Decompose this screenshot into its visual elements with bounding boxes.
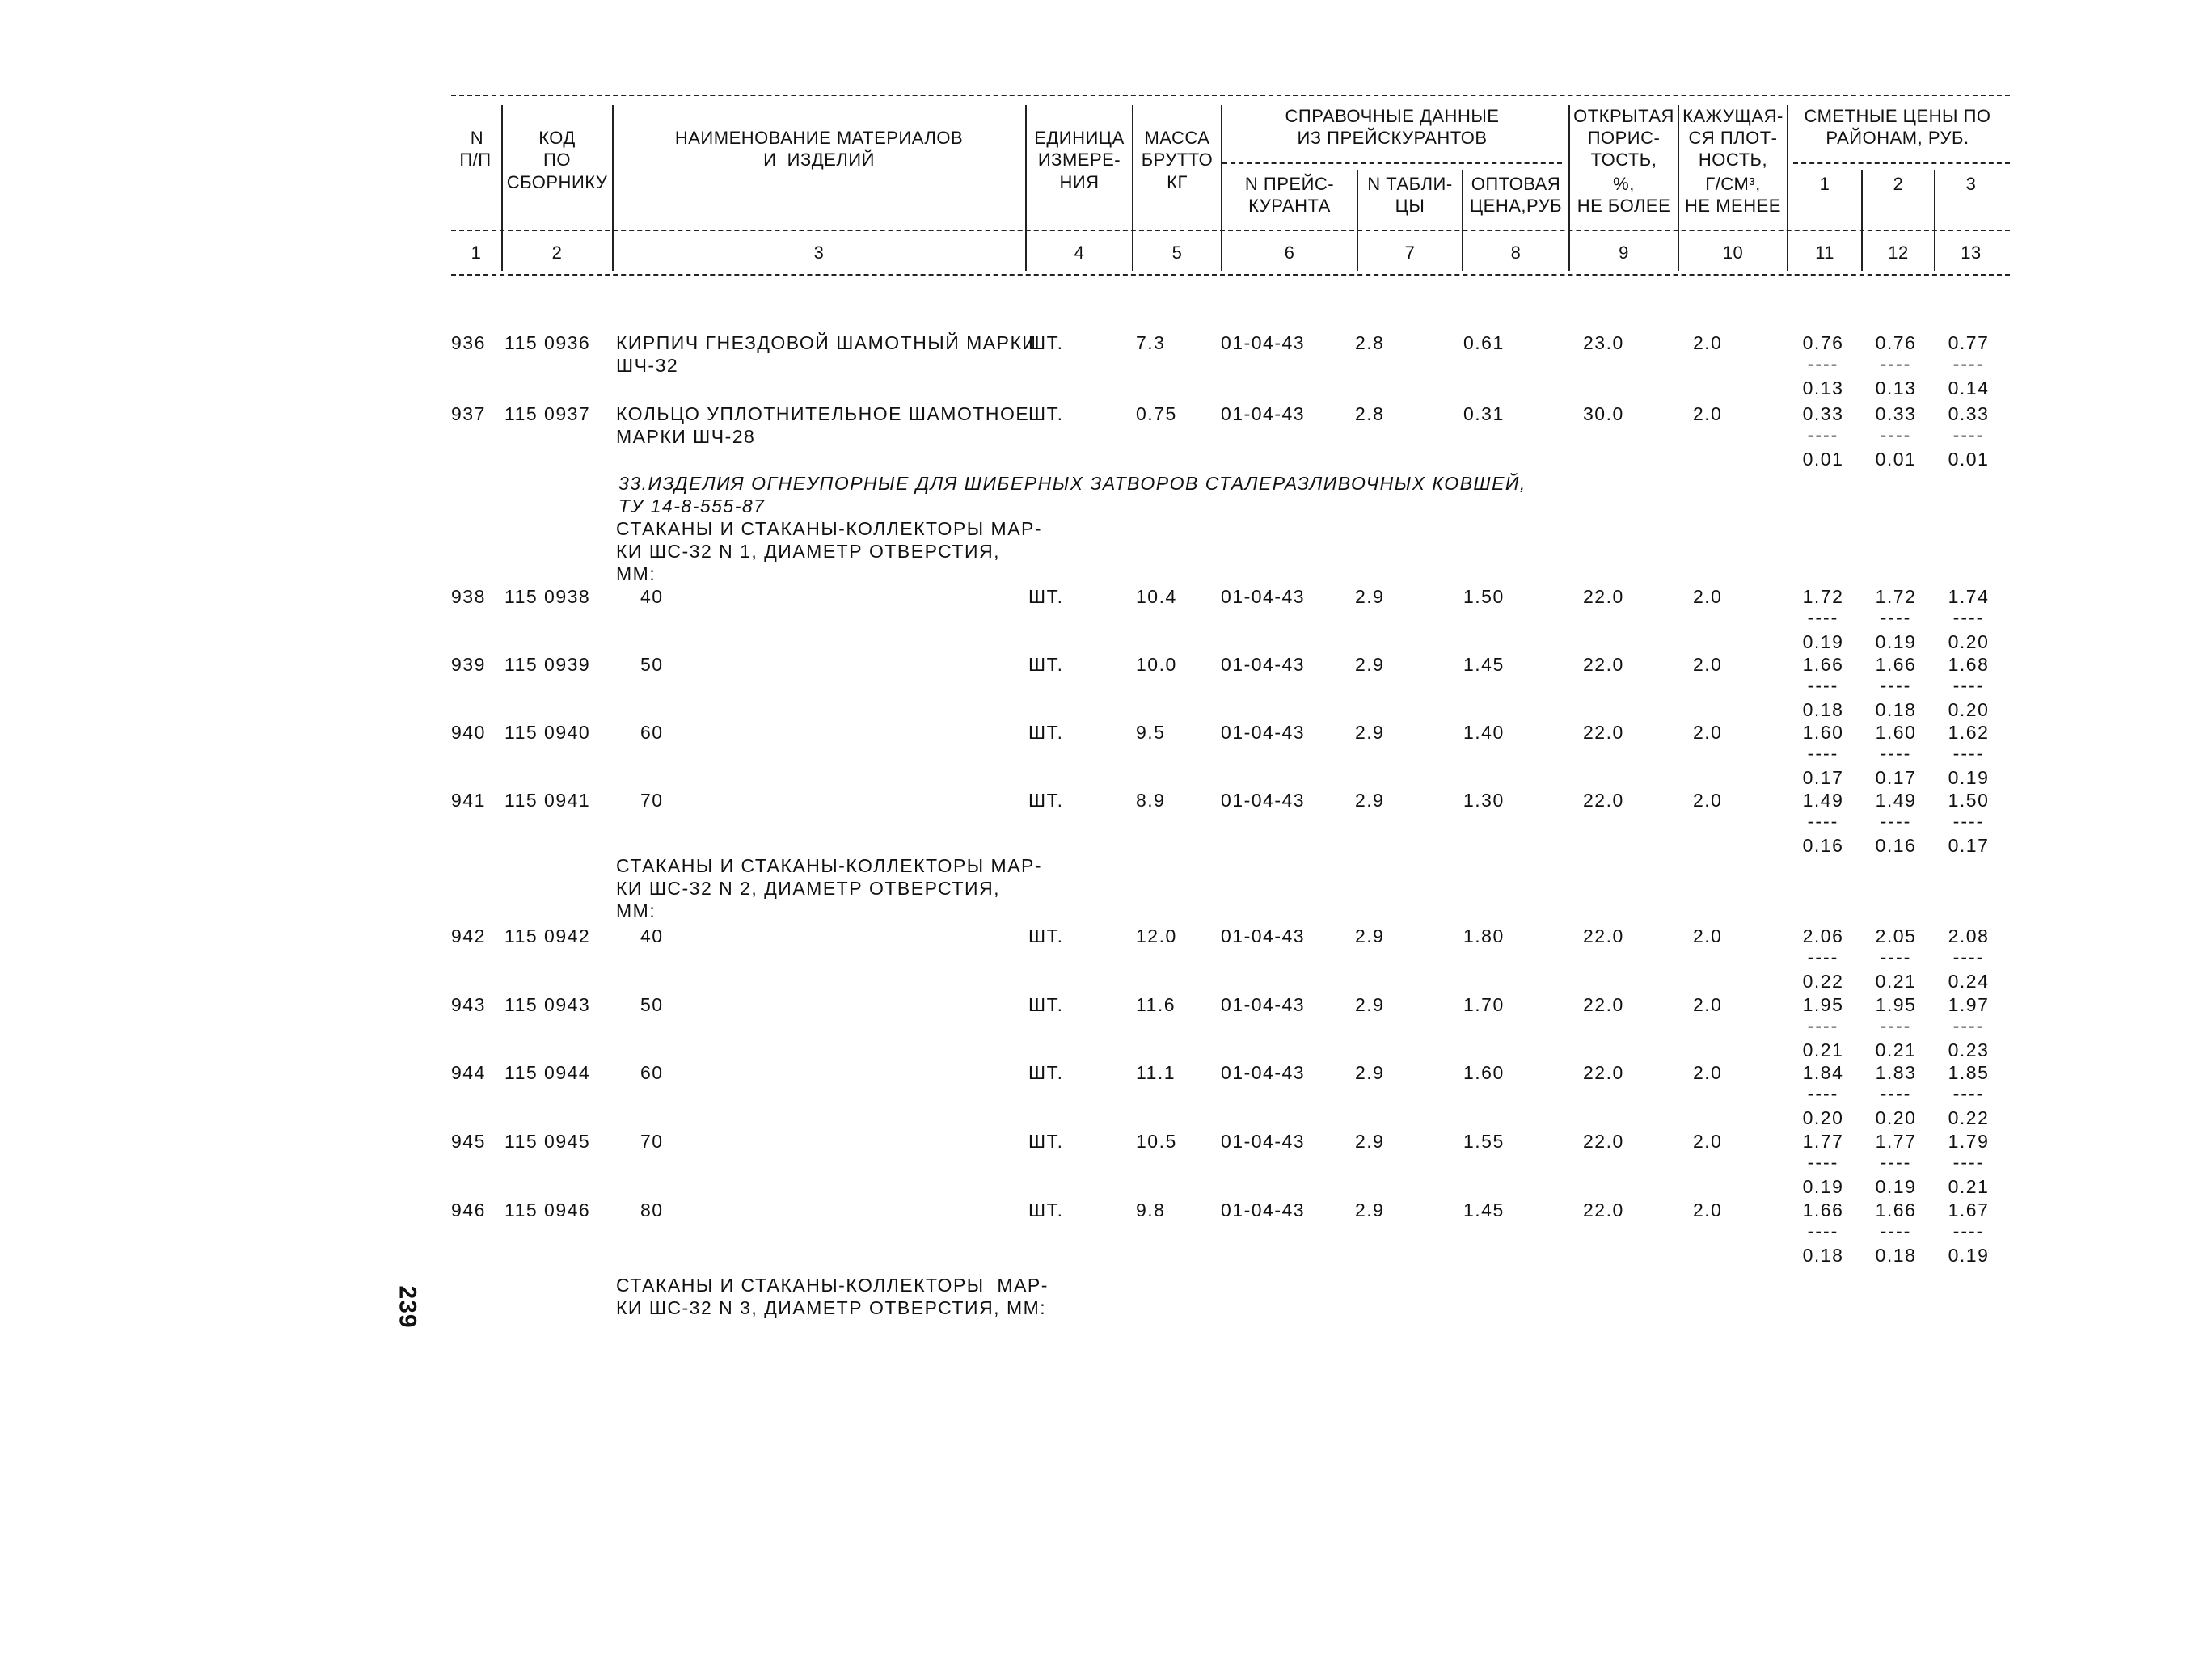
price-index-region-3: 0.23 bbox=[1948, 1039, 1990, 1060]
cell-pk: 01-04-43 bbox=[1221, 1199, 1306, 1220]
header-col5-l1: БРУТТО bbox=[1141, 150, 1214, 170]
price-region-3: 1.67 bbox=[1948, 1199, 1990, 1220]
header-group-rule-prices bbox=[1793, 162, 2010, 164]
price-region-1: 1.60 bbox=[1802, 722, 1844, 743]
cell-tab: 2.9 bbox=[1355, 790, 1385, 811]
price-index-region-3: 0.21 bbox=[1948, 1176, 1990, 1197]
cell-por: 22.0 bbox=[1583, 1131, 1624, 1152]
price-index-region-1: 0.16 bbox=[1802, 835, 1844, 856]
cell-n: 943 bbox=[451, 994, 486, 1015]
cell-mass: 9.5 bbox=[1136, 722, 1166, 743]
cell-tab: 2.9 bbox=[1355, 1199, 1385, 1220]
price-region-2: 1.49 bbox=[1875, 790, 1917, 811]
cell-code: 115 0941 bbox=[504, 790, 591, 811]
price-index-region-2: 0.18 bbox=[1875, 1245, 1917, 1266]
price-fraction-line: ---- bbox=[1880, 1220, 1912, 1242]
group-1-heading-l0: СТАКАНЫ И СТАКАНЫ-КОЛЛЕКТОРЫ МАР- bbox=[616, 518, 1043, 539]
cell-tab: 2.9 bbox=[1355, 1062, 1385, 1083]
price-region-3: 2.08 bbox=[1948, 925, 1990, 946]
price-fraction-line: ---- bbox=[1880, 946, 1912, 968]
cell-price: 1.70 bbox=[1463, 994, 1505, 1015]
price-fraction-line: ---- bbox=[1880, 607, 1912, 628]
cell-pk: 01-04-43 bbox=[1221, 586, 1306, 607]
cell-mass: 0.75 bbox=[1136, 403, 1177, 424]
header-col1-l1: П/П bbox=[459, 150, 492, 170]
price-fraction-line: ---- bbox=[1952, 811, 1985, 832]
header-group-rule-ref bbox=[1222, 162, 1562, 164]
price-fraction-line: ---- bbox=[1807, 743, 1839, 764]
price-fraction-line: ---- bbox=[1952, 946, 1985, 968]
price-index-region-2: 0.21 bbox=[1875, 971, 1917, 992]
price-index-region-1: 0.22 bbox=[1802, 971, 1844, 992]
header-bottom-rule bbox=[451, 274, 2010, 276]
cell-unit: ШТ. bbox=[1028, 925, 1064, 946]
header-col2-l1: ПО bbox=[543, 150, 571, 170]
cell-tab: 2.8 bbox=[1355, 332, 1385, 353]
cell-dens: 2.0 bbox=[1693, 1131, 1723, 1152]
group-1-heading-l2: ММ: bbox=[616, 563, 656, 584]
cell-dens: 2.0 bbox=[1693, 790, 1723, 811]
price-fraction-line: ---- bbox=[1807, 1152, 1839, 1173]
cell-tab: 2.9 bbox=[1355, 654, 1385, 675]
header-col9-l2: ТОСТЬ, bbox=[1590, 150, 1657, 170]
header-col4-l2: НИЯ bbox=[1059, 172, 1100, 192]
price-region-1: 1.49 bbox=[1802, 790, 1844, 811]
price-index-region-3: 0.24 bbox=[1948, 971, 1990, 992]
cell-code: 115 0946 bbox=[504, 1199, 591, 1220]
cell-name: 50 bbox=[640, 654, 664, 675]
price-index-region-1: 0.18 bbox=[1802, 699, 1844, 720]
section-33-spec: ТУ 14-8-555-87 bbox=[618, 495, 766, 516]
cell-por: 22.0 bbox=[1583, 994, 1624, 1015]
group-2-heading-l2: ММ: bbox=[616, 900, 656, 921]
section-33-title: 33.ИЗДЕЛИЯ ОГНЕУПОРНЫЕ ДЛЯ ШИБЕРНЫХ ЗАТВОРОВ СТАЛЕРАЗЛИВОЧНЫХ КОВШЕЙ, bbox=[618, 473, 1526, 494]
price-index-region-3: 0.19 bbox=[1948, 1245, 1990, 1266]
cell-pk: 01-04-43 bbox=[1221, 722, 1306, 743]
price-fraction-line: ---- bbox=[1807, 1083, 1839, 1104]
cell-code: 115 0940 bbox=[504, 722, 591, 743]
price-index-region-2: 0.19 bbox=[1875, 631, 1917, 652]
price-region-2: 2.05 bbox=[1875, 925, 1917, 946]
cell-mass: 10.0 bbox=[1136, 654, 1177, 675]
price-index-region-1: 0.18 bbox=[1802, 1245, 1844, 1266]
price-fraction-line: ---- bbox=[1880, 675, 1912, 696]
cell-pk: 01-04-43 bbox=[1221, 1131, 1306, 1152]
cell-code: 115 0936 bbox=[504, 332, 591, 353]
cell-por: 22.0 bbox=[1583, 925, 1624, 946]
price-fraction-line: ---- bbox=[1952, 1083, 1985, 1104]
cell-unit: ШТ. bbox=[1028, 790, 1064, 811]
cell-por: 22.0 bbox=[1583, 790, 1624, 811]
price-index-region-2: 0.13 bbox=[1875, 377, 1917, 398]
header-col10-l4: НЕ МЕНЕЕ bbox=[1685, 196, 1781, 216]
colnum-4: 4 bbox=[1074, 242, 1085, 263]
cell-n: 938 bbox=[451, 586, 486, 607]
price-region-2: 1.72 bbox=[1875, 586, 1917, 607]
cell-price: 1.55 bbox=[1463, 1131, 1505, 1152]
header-divider bbox=[612, 105, 614, 271]
header-col7-l0: N ТАБЛИ- bbox=[1367, 174, 1453, 194]
group-2-heading-l0: СТАКАНЫ И СТАКАНЫ-КОЛЛЕКТОРЫ МАР- bbox=[616, 855, 1043, 876]
price-fraction-line: ---- bbox=[1952, 353, 1985, 374]
price-region-3: 1.62 bbox=[1948, 722, 1990, 743]
header-col6-l1: КУРАНТА bbox=[1248, 196, 1331, 216]
price-region-3: 1.68 bbox=[1948, 654, 1990, 675]
cell-name: 60 bbox=[640, 1062, 664, 1083]
price-index-region-2: 0.17 bbox=[1875, 767, 1917, 788]
colnum-12: 12 bbox=[1888, 242, 1909, 263]
price-fraction-line: ---- bbox=[1807, 675, 1839, 696]
cell-name: 40 bbox=[640, 586, 664, 607]
header-col9-l1: ПОРИС- bbox=[1587, 128, 1661, 148]
colnum-2: 2 bbox=[551, 242, 563, 263]
price-index-region-3: 0.19 bbox=[1948, 767, 1990, 788]
price-region-2: 1.60 bbox=[1875, 722, 1917, 743]
cell-dens: 2.0 bbox=[1693, 994, 1723, 1015]
price-fraction-line: ---- bbox=[1952, 424, 1985, 445]
price-fraction-line: ---- bbox=[1807, 607, 1839, 628]
group-3-heading-l0: СТАКАНЫ И СТАКАНЫ-КОЛЛЕКТОРЫ МАР- bbox=[616, 1275, 1049, 1296]
cell-tab: 2.9 bbox=[1355, 1131, 1385, 1152]
cell-name: 70 bbox=[640, 1131, 664, 1152]
price-index-region-1: 0.13 bbox=[1802, 377, 1844, 398]
price-region-1: 1.66 bbox=[1802, 1199, 1844, 1220]
cell-dens: 2.0 bbox=[1693, 1199, 1723, 1220]
header-col9-l3: %, bbox=[1613, 174, 1635, 194]
colnum-1: 1 bbox=[471, 242, 482, 263]
cell-n: 942 bbox=[451, 925, 486, 946]
cell-name: ШЧ-32 bbox=[616, 355, 679, 376]
price-fraction-line: ---- bbox=[1952, 1015, 1985, 1036]
cell-dens: 2.0 bbox=[1693, 925, 1723, 946]
colnum-13: 13 bbox=[1961, 242, 1982, 263]
header-region-1: 1 bbox=[1819, 174, 1830, 194]
colnum-3: 3 bbox=[813, 242, 825, 263]
price-region-2: 1.66 bbox=[1875, 654, 1917, 675]
cell-price: 1.80 bbox=[1463, 925, 1505, 946]
price-index-region-1: 0.19 bbox=[1802, 1176, 1844, 1197]
header-group-prices-l1: РАЙОНАМ, РУБ. bbox=[1826, 128, 1969, 148]
cell-tab: 2.9 bbox=[1355, 925, 1385, 946]
cell-dens: 2.0 bbox=[1693, 722, 1723, 743]
header-col4-l1: ИЗМЕРЕ- bbox=[1037, 150, 1121, 170]
cell-por: 22.0 bbox=[1583, 1062, 1624, 1083]
cell-por: 22.0 bbox=[1583, 586, 1624, 607]
cell-por: 23.0 bbox=[1583, 332, 1624, 353]
price-region-1: 1.66 bbox=[1802, 654, 1844, 675]
price-region-2: 0.76 bbox=[1875, 332, 1917, 353]
price-index-region-3: 0.01 bbox=[1948, 449, 1990, 470]
cell-mass: 7.3 bbox=[1136, 332, 1166, 353]
cell-unit: ШТ. bbox=[1028, 332, 1064, 353]
price-region-3: 1.85 bbox=[1948, 1062, 1990, 1083]
price-region-2: 1.83 bbox=[1875, 1062, 1917, 1083]
cell-unit: ШТ. bbox=[1028, 1062, 1064, 1083]
cell-dens: 2.0 bbox=[1693, 403, 1723, 424]
price-index-region-1: 0.20 bbox=[1802, 1107, 1844, 1128]
cell-price: 0.61 bbox=[1463, 332, 1505, 353]
price-fraction-line: ---- bbox=[1880, 1015, 1912, 1036]
header-col4-l0: ЕДИНИЦА bbox=[1034, 128, 1125, 148]
cell-dens: 2.0 bbox=[1693, 1062, 1723, 1083]
price-fraction-line: ---- bbox=[1880, 811, 1912, 832]
cell-name: 40 bbox=[640, 925, 664, 946]
colnum-11: 11 bbox=[1815, 242, 1834, 263]
cell-code: 115 0944 bbox=[504, 1062, 591, 1083]
price-index-region-3: 0.20 bbox=[1948, 631, 1990, 652]
header-group-prices-l0: СМЕТНЫЕ ЦЕНЫ ПО bbox=[1804, 106, 1991, 126]
price-fraction-line: ---- bbox=[1807, 1220, 1839, 1242]
price-region-3: 1.79 bbox=[1948, 1131, 1990, 1152]
price-region-2: 1.66 bbox=[1875, 1199, 1917, 1220]
price-region-2: 1.95 bbox=[1875, 994, 1917, 1015]
price-region-3: 0.33 bbox=[1948, 403, 1990, 424]
cell-n: 941 bbox=[451, 790, 486, 811]
colnum-8: 8 bbox=[1510, 242, 1522, 263]
price-fraction-line: ---- bbox=[1880, 743, 1912, 764]
cell-por: 22.0 bbox=[1583, 654, 1624, 675]
price-fraction-line: ---- bbox=[1880, 1152, 1912, 1173]
cell-dens: 2.0 bbox=[1693, 654, 1723, 675]
price-region-1: 1.72 bbox=[1802, 586, 1844, 607]
price-index-region-1: 0.17 bbox=[1802, 767, 1844, 788]
colnum-7: 7 bbox=[1404, 242, 1416, 263]
price-region-1: 2.06 bbox=[1802, 925, 1844, 946]
cell-tab: 2.9 bbox=[1355, 994, 1385, 1015]
cell-name: 70 bbox=[640, 790, 664, 811]
cell-price: 1.45 bbox=[1463, 654, 1505, 675]
price-region-1: 1.84 bbox=[1802, 1062, 1844, 1083]
header-col10-l2: НОСТЬ, bbox=[1698, 150, 1768, 170]
price-region-3: 0.77 bbox=[1948, 332, 1990, 353]
header-col9-l4: НЕ БОЛЕЕ bbox=[1577, 196, 1671, 216]
cell-code: 115 0939 bbox=[504, 654, 591, 675]
cell-tab: 2.9 bbox=[1355, 722, 1385, 743]
group-2-heading-l1: КИ ШС-32 N 2, ДИАМЕТР ОТВЕРСТИЯ, bbox=[616, 878, 1001, 899]
group-3-heading-l1: КИ ШС-32 N 3, ДИАМЕТР ОТВЕРСТИЯ, ММ: bbox=[616, 1297, 1047, 1318]
price-fraction-line: ---- bbox=[1952, 675, 1985, 696]
price-region-2: 0.33 bbox=[1875, 403, 1917, 424]
cell-n: 940 bbox=[451, 722, 486, 743]
price-fraction-line: ---- bbox=[1807, 1015, 1839, 1036]
colnum-10: 10 bbox=[1722, 242, 1744, 263]
header-col9-l0: ОТКРЫТАЯ bbox=[1573, 106, 1674, 126]
cell-pk: 01-04-43 bbox=[1221, 654, 1306, 675]
price-index-region-2: 0.01 bbox=[1875, 449, 1917, 470]
header-col10-l1: СЯ ПЛОТ- bbox=[1688, 128, 1778, 148]
cell-mass: 10.5 bbox=[1136, 1131, 1177, 1152]
cell-unit: ШТ. bbox=[1028, 1199, 1064, 1220]
header-col2-l2: СБОРНИКУ bbox=[506, 172, 608, 192]
header-group-ref-l0: СПРАВОЧНЫЕ ДАННЫЕ bbox=[1285, 106, 1500, 126]
cell-mass: 10.4 bbox=[1136, 586, 1177, 607]
cell-price: 1.30 bbox=[1463, 790, 1505, 811]
header-col7-l1: ЦЫ bbox=[1395, 196, 1425, 216]
price-region-1: 1.77 bbox=[1802, 1131, 1844, 1152]
price-index-region-2: 0.18 bbox=[1875, 699, 1917, 720]
cell-unit: ШТ. bbox=[1028, 1131, 1064, 1152]
price-fraction-line: ---- bbox=[1880, 424, 1912, 445]
cell-name: 50 bbox=[640, 994, 664, 1015]
price-index-region-3: 0.22 bbox=[1948, 1107, 1990, 1128]
cell-dens: 2.0 bbox=[1693, 332, 1723, 353]
cell-unit: ШТ. bbox=[1028, 586, 1064, 607]
cell-mass: 8.9 bbox=[1136, 790, 1166, 811]
header-col2-l0: КОД bbox=[538, 128, 576, 148]
cell-code: 115 0937 bbox=[504, 403, 591, 424]
header-col10-l3: Г/СМ³, bbox=[1705, 174, 1761, 194]
cell-pk: 01-04-43 bbox=[1221, 403, 1306, 424]
price-region-3: 1.50 bbox=[1948, 790, 1990, 811]
cell-unit: ШТ. bbox=[1028, 403, 1064, 424]
cell-price: 1.45 bbox=[1463, 1199, 1505, 1220]
price-fraction-line: ---- bbox=[1952, 1152, 1985, 1173]
price-index-region-3: 0.20 bbox=[1948, 699, 1990, 720]
cell-code: 115 0938 bbox=[504, 586, 591, 607]
cell-unit: ШТ. bbox=[1028, 722, 1064, 743]
cell-n: 944 bbox=[451, 1062, 486, 1083]
cell-mass: 9.8 bbox=[1136, 1199, 1166, 1220]
cell-pk: 01-04-43 bbox=[1221, 925, 1306, 946]
colnum-6: 6 bbox=[1284, 242, 1295, 263]
cell-por: 22.0 bbox=[1583, 1199, 1624, 1220]
cell-mass: 12.0 bbox=[1136, 925, 1177, 946]
price-index-region-1: 0.01 bbox=[1802, 449, 1844, 470]
colnum-9: 9 bbox=[1619, 242, 1629, 263]
cell-mass: 11.6 bbox=[1136, 994, 1176, 1015]
cell-tab: 2.8 bbox=[1355, 403, 1385, 424]
header-col6-l0: N ПРЕЙС- bbox=[1244, 174, 1335, 194]
header-col1-l0: N bbox=[470, 128, 484, 148]
page-number: 239 bbox=[394, 1285, 421, 1329]
header-group-ref-l1: ИЗ ПРЕЙСКУРАНТОВ bbox=[1297, 128, 1488, 148]
header-col8-l0: ОПТОВАЯ bbox=[1471, 174, 1561, 194]
cell-price: 1.60 bbox=[1463, 1062, 1505, 1083]
cell-n: 937 bbox=[451, 403, 486, 424]
price-index-region-1: 0.21 bbox=[1802, 1039, 1844, 1060]
cell-price: 1.50 bbox=[1463, 586, 1505, 607]
cell-n: 939 bbox=[451, 654, 486, 675]
price-index-region-2: 0.19 bbox=[1875, 1176, 1917, 1197]
price-fraction-line: ---- bbox=[1952, 607, 1985, 628]
price-index-region-3: 0.17 bbox=[1948, 835, 1990, 856]
price-fraction-line: ---- bbox=[1807, 946, 1839, 968]
price-region-3: 1.74 bbox=[1948, 586, 1990, 607]
price-fraction-line: ---- bbox=[1807, 353, 1839, 374]
cell-code: 115 0945 bbox=[504, 1131, 591, 1152]
header-top-rule bbox=[451, 95, 2010, 96]
header-col3-l0: НАИМЕНОВАНИЕ МАТЕРИАЛОВ bbox=[674, 128, 964, 148]
price-fraction-line: ---- bbox=[1807, 811, 1839, 832]
header-col3-l1: И ИЗДЕЛИЙ bbox=[763, 150, 875, 170]
cell-n: 945 bbox=[451, 1131, 486, 1152]
cell-name: КИРПИЧ ГНЕЗДОВОЙ ШАМОТНЫЙ МАРКИ bbox=[616, 332, 1037, 353]
header-mid-rule bbox=[451, 230, 2010, 231]
cell-mass: 11.1 bbox=[1136, 1062, 1176, 1083]
cell-name: КОЛЬЦО УПЛОТНИТЕЛЬНОЕ ШАМОТНОЕ bbox=[616, 403, 1030, 424]
cell-pk: 01-04-43 bbox=[1221, 994, 1306, 1015]
cell-n: 936 bbox=[451, 332, 486, 353]
colnum-5: 5 bbox=[1171, 242, 1183, 263]
cell-code: 115 0942 bbox=[504, 925, 591, 946]
cell-name: МАРКИ ШЧ-28 bbox=[616, 426, 756, 447]
cell-price: 0.31 bbox=[1463, 403, 1505, 424]
cell-tab: 2.9 bbox=[1355, 586, 1385, 607]
header-region-3: 3 bbox=[1965, 174, 1977, 194]
group-1-heading-l1: КИ ШС-32 N 1, ДИАМЕТР ОТВЕРСТИЯ, bbox=[616, 541, 1001, 562]
price-fraction-line: ---- bbox=[1952, 743, 1985, 764]
cell-n: 946 bbox=[451, 1199, 486, 1220]
header-col5-l0: МАССА bbox=[1144, 128, 1210, 148]
cell-name: 60 bbox=[640, 722, 664, 743]
cell-price: 1.40 bbox=[1463, 722, 1505, 743]
price-fraction-line: ---- bbox=[1952, 1220, 1985, 1242]
price-region-1: 0.76 bbox=[1802, 332, 1844, 353]
price-region-1: 0.33 bbox=[1802, 403, 1844, 424]
header-col5-l2: КГ bbox=[1167, 172, 1188, 192]
header-col8-l1: ЦЕНА,РУБ bbox=[1469, 196, 1563, 216]
cell-code: 115 0943 bbox=[504, 994, 591, 1015]
price-region-3: 1.97 bbox=[1948, 994, 1990, 1015]
price-fraction-line: ---- bbox=[1880, 1083, 1912, 1104]
cell-unit: ШТ. bbox=[1028, 994, 1064, 1015]
price-index-region-2: 0.21 bbox=[1875, 1039, 1917, 1060]
cell-pk: 01-04-43 bbox=[1221, 790, 1306, 811]
header-region-2: 2 bbox=[1893, 174, 1904, 194]
cell-pk: 01-04-43 bbox=[1221, 1062, 1306, 1083]
price-region-1: 1.95 bbox=[1802, 994, 1844, 1015]
price-region-2: 1.77 bbox=[1875, 1131, 1917, 1152]
cell-pk: 01-04-43 bbox=[1221, 332, 1306, 353]
price-fraction-line: ---- bbox=[1880, 353, 1912, 374]
price-index-region-1: 0.19 bbox=[1802, 631, 1844, 652]
price-index-region-2: 0.20 bbox=[1875, 1107, 1917, 1128]
cell-dens: 2.0 bbox=[1693, 586, 1723, 607]
price-index-region-3: 0.14 bbox=[1948, 377, 1990, 398]
cell-por: 22.0 bbox=[1583, 722, 1624, 743]
header-col10-l0: КАЖУЩАЯ- bbox=[1682, 106, 1784, 126]
cell-unit: ШТ. bbox=[1028, 654, 1064, 675]
price-fraction-line: ---- bbox=[1807, 424, 1839, 445]
cell-name: 80 bbox=[640, 1199, 664, 1220]
price-index-region-2: 0.16 bbox=[1875, 835, 1917, 856]
cell-por: 30.0 bbox=[1583, 403, 1624, 424]
